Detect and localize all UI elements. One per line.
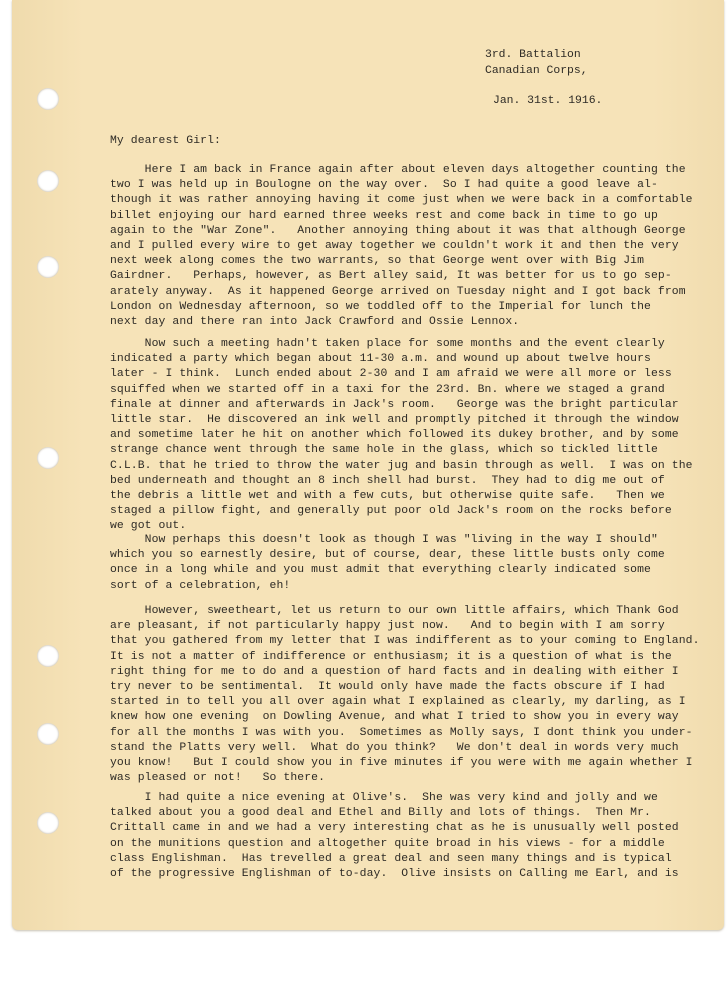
letter-line: knew how one evening on Dowling Avenue, and what I tried to show you in every way — [110, 711, 679, 724]
letter-line: and I pulled every wire to get away together we couldn't work it and then the very — [110, 240, 679, 253]
letter-line: the debris a little wet and with a few cuts, but otherwise quite safe. Then we — [110, 490, 665, 503]
letter-line: staged a pillow fight, and generally put poor old Jack's room on the rocks before — [110, 505, 672, 518]
salutation — [110, 134, 710, 149]
letter-line: next day and there ran into Jack Crawford and Ossie Lennox. — [110, 316, 520, 329]
letter-line: Here I am back in France again after about eleven days altogether counting the — [110, 164, 686, 176]
letter-line: talked about you a good deal and Ethel and Billy and lots of things. Then Mr. — [110, 807, 651, 820]
letter-line: was pleased or not! So there. — [110, 772, 326, 785]
letter-line: strange chance went through the same hole in the glass, which so tickled little — [110, 444, 658, 457]
punch-hole — [37, 812, 59, 834]
letter-line: squiffed when we started off in a taxi for the 23rd. Bn. where we staged a grand — [110, 383, 665, 396]
letter-line: later - I think. Lunch ended about 2-30 and I am afraid we were all more or less — [110, 368, 672, 381]
letter-line: and sometime later he hit on another which followed its dukey brother, and by some — [110, 429, 679, 442]
letter-line: Now such a meeting hadn't taken place for some months and the event clearly — [110, 338, 665, 350]
letter-line: indicated a party which began about 11-30 a.m. and wound up about twelve hours — [110, 353, 651, 366]
letter-line: which you so earnestly desire, but of course, dear, these little busts only come — [110, 549, 665, 562]
letter-line: that you gathered from my letter that I was indifferent as to your coming to England. — [110, 635, 700, 648]
letter-line: next week along comes the two warrants, so that George went over with Big Jim — [110, 255, 645, 268]
letter-line: It is not a matter of indifference or enthusiasm; it is a question of what is the — [110, 650, 672, 663]
letter-line: class Englishman. Has trevelled a great deal and seen many things and is typical — [110, 852, 672, 865]
letter-line: right thing for me to do and a question of hard facts and in dealing with either I — [110, 665, 679, 678]
letter-line: two I was held up in Boulogne on the way over. So I had quite a good leave al- — [110, 179, 658, 192]
letter-line: sort of a celebration, eh! — [110, 579, 291, 592]
letter-line: C.L.B. that he tried to throw the water jug and basin through as well. I was on the — [110, 459, 693, 472]
letter-heading — [485, 47, 602, 109]
paragraph-3 — [110, 533, 710, 594]
letter-line: though it was rather annoying having it come just when we were back in a comfortable — [110, 194, 693, 207]
letter-line: stand the Platts very well. What do you think? We don't deal in words very much — [110, 741, 679, 754]
punch-hole — [37, 170, 59, 192]
letter-line: arately anyway. As it happened George arrived on Tuesday night and I got back from — [110, 285, 686, 298]
heading-unit: 3rd. Battalion — [485, 49, 581, 61]
letter-line: Gairdner. Perhaps, however, as Bert alley said, It was better for us to go sep- — [110, 270, 672, 283]
letter-line: on the munitions question and altogether quite broad in his views - for a middle — [110, 837, 665, 850]
punch-hole — [37, 88, 59, 110]
letter-line: London on Wednesday afternoon, so we toddled off to the Imperial for lunch the — [110, 300, 651, 313]
punch-hole — [37, 723, 59, 745]
paragraph-2 — [110, 337, 710, 535]
paragraph-4 — [110, 604, 710, 786]
letter-line: billet enjoying our hard earned three weeks rest and come back in time to go up — [110, 209, 658, 222]
letter-line: of the progressive Englishman of to-day. Olive insists on Calling me Earl, and is — [110, 868, 679, 881]
letter-line: little star. He discovered an ink well and promptly pitched it through the window — [110, 414, 679, 427]
letter-line: Crittall came in and we had a very interesting chat as he is unusually well posted — [110, 822, 679, 835]
paragraph-1 — [110, 163, 710, 330]
paragraph-5 — [110, 791, 710, 882]
letter-line: try never to be sentimental. It would only have made the facts obscure if I had — [110, 681, 665, 694]
letter-line: for all the months I was with you. Sometimes as Molly says, I dont think you under- — [110, 726, 693, 739]
heading-date: Jan. 31st. 1916. — [493, 95, 603, 107]
letter-line: again to the "War Zone". Another annoying thing about it was that although George — [110, 224, 686, 237]
punch-hole — [37, 447, 59, 469]
letter-line: finale at dinner and afterwards in Jack's room. George was the bright particular — [110, 398, 679, 411]
salutation-text: My dearest Girl: — [110, 135, 221, 147]
letter-line: I had quite a nice evening at Olive's. She was very kind and jolly and we — [110, 792, 658, 804]
letter-line: bed underneath and thought an 8 inch shell had burst. They had to dig me out of — [110, 474, 665, 487]
letter-line: you know! But I could show you in five minutes if you were with me again whether I — [110, 757, 693, 770]
heading-corps: Canadian Corps, — [485, 65, 588, 77]
letter-line: are pleasant, if not particularly happy just now. And to begin with I am sorry — [110, 620, 665, 633]
letter-line: Now perhaps this doesn't look as though I was "living in the way I should" — [110, 534, 658, 546]
letter-line: we got out. — [110, 520, 187, 533]
punch-hole — [37, 256, 59, 278]
letter-line: once in a long while and you must admit that everything clearly indicated some — [110, 564, 651, 577]
letter-line: started in to tell you all over again what I explained as clearly, my darling, as I — [110, 696, 686, 709]
punch-hole — [37, 645, 59, 667]
letter-line: However, sweetheart, let us return to our own little affairs, which Thank God — [110, 605, 679, 617]
